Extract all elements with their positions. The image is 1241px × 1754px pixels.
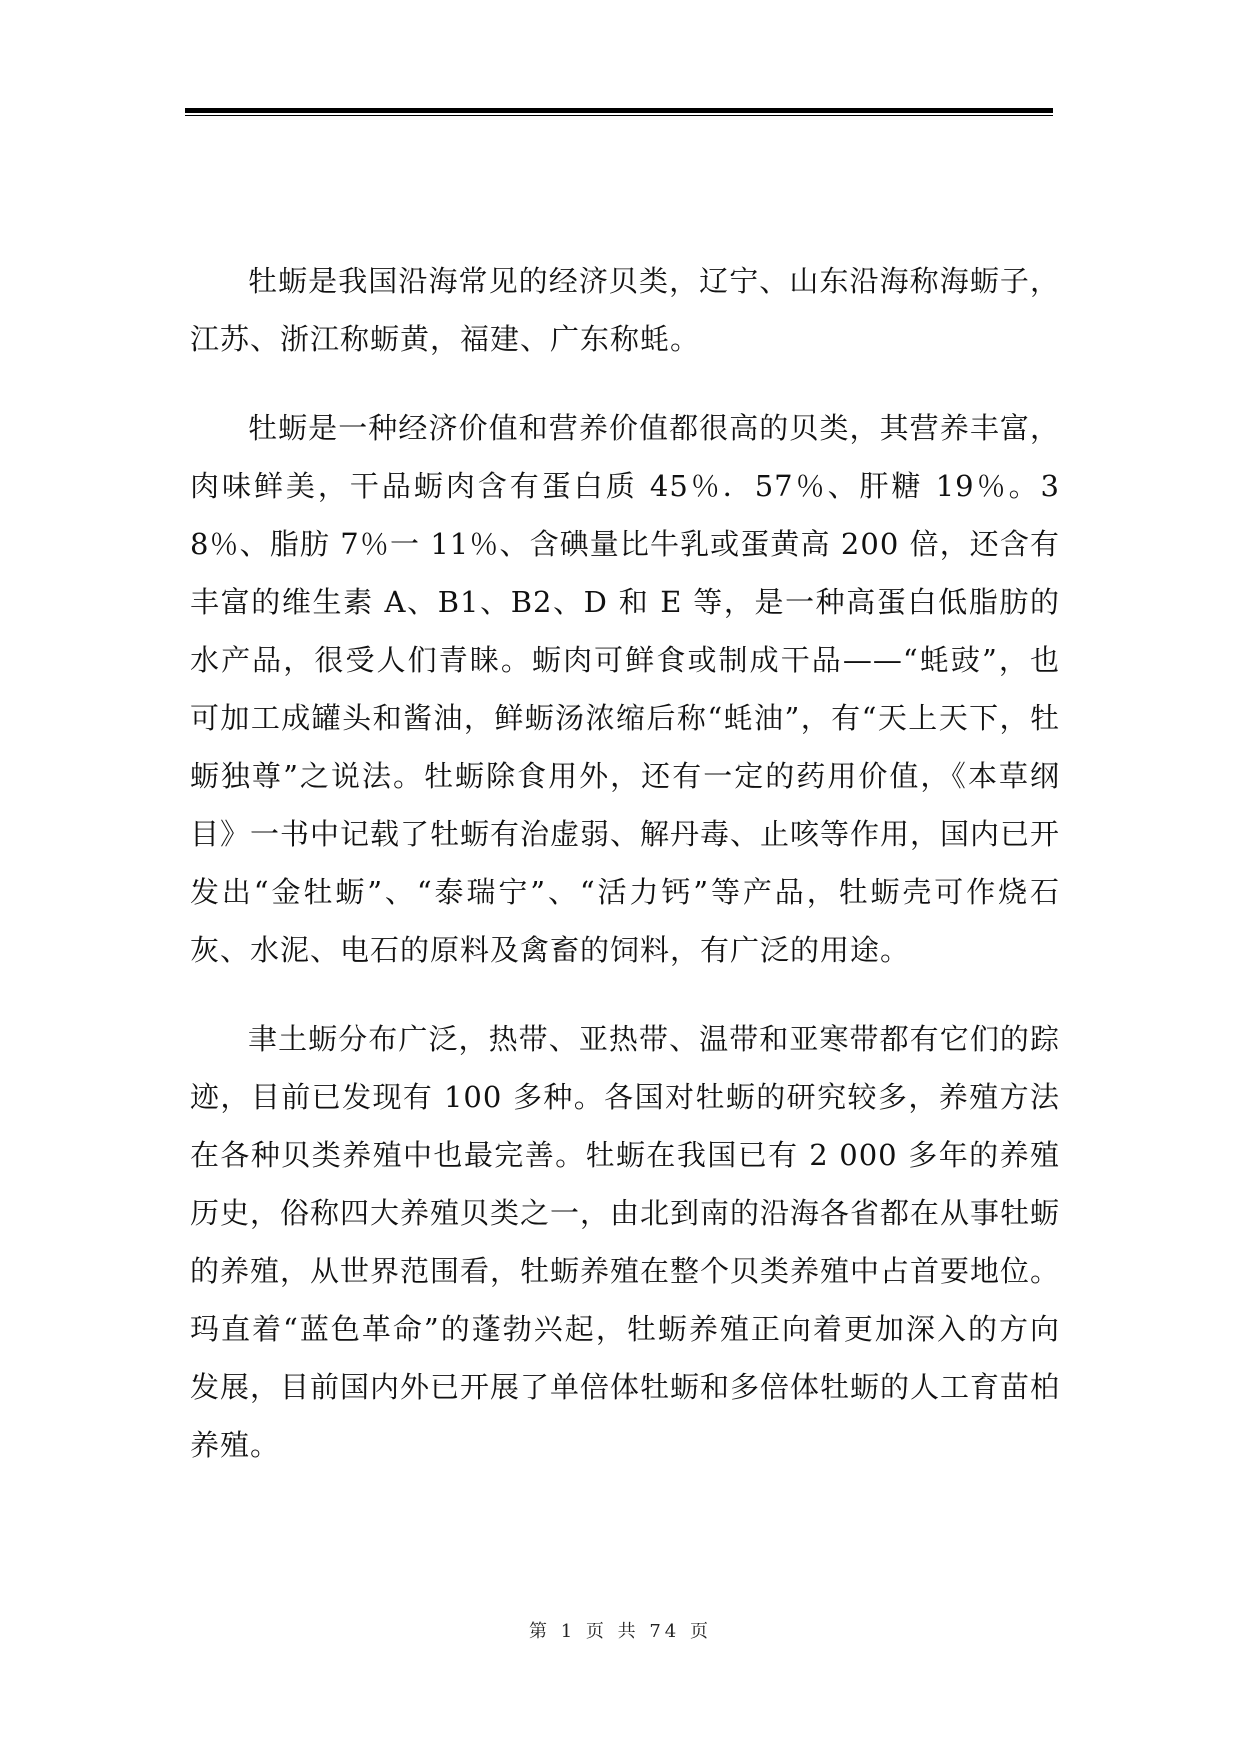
document-body	[190, 252, 1060, 1474]
paragraph-nutrition-value: 牡蛎是一种经济价值和营养价值都很高的贝类，其营养丰富，肉味鲜美，干品蛎肉含有蛋白质 45％．57％、肝糖 19％。38％、脂肪 7％一 11％、含碘量比牛乳或蛋黄高 200 倍，还含有丰富的维生素 A、B1、B2、D 和 E 等，是一种高蛋白低脂肪的水产品，很受人们青睐。蛎肉可鲜食或制成干品——“蚝豉”，也可加工成罐头和酱油，鲜蛎汤浓缩后称“蚝油”，有“天上天下，牡蛎独尊”之说法。牡蛎除食用外，还有一定的药用价值，《本草纲目》一书中记载了牡蛎有治虚弱、解丹毒、止咳等作用，国内已开发出“金牡蛎”、“泰瑞宁”、“活力钙”等产品，牡蛎壳可作烧石灰、水泥、电石的原料及禽畜的饲料，有广泛的用途。	[190, 411, 1061, 967]
page-number-footer: 第 1 页 共 74 页	[529, 1621, 712, 1642]
header-divider	[185, 108, 1053, 116]
paragraph-distribution: 聿土蛎分布广泛，热带、亚热带、温带和亚寒带都有它们的踪迹，目前已发现有 100 多种。各国对牡蛎的研究较多，养殖方法在各种贝类养殖中也最完善。牡蛎在我国已有 2 000 多年的养殖历史，俗称四大养殖贝类之一，由北到南的沿海各省都在从事牡蛎的养殖，从世界范围看，牡蛎养殖在整个贝类养殖中占首要地位。玛直着“蓝色革命”的蓬勃兴起，牡蛎养殖正向着更加深入的方向发展，目前国内外已开展了单倍体牡蛎和多倍体牡蛎的人工育苗柏养殖。	[190, 1022, 1061, 1462]
paragraph-intro: 牡蛎是我国沿海常见的经济贝类，辽宁、山东沿海称海蛎子，江苏、浙江称蛎黄，福建、广东称蚝。	[190, 264, 1060, 356]
